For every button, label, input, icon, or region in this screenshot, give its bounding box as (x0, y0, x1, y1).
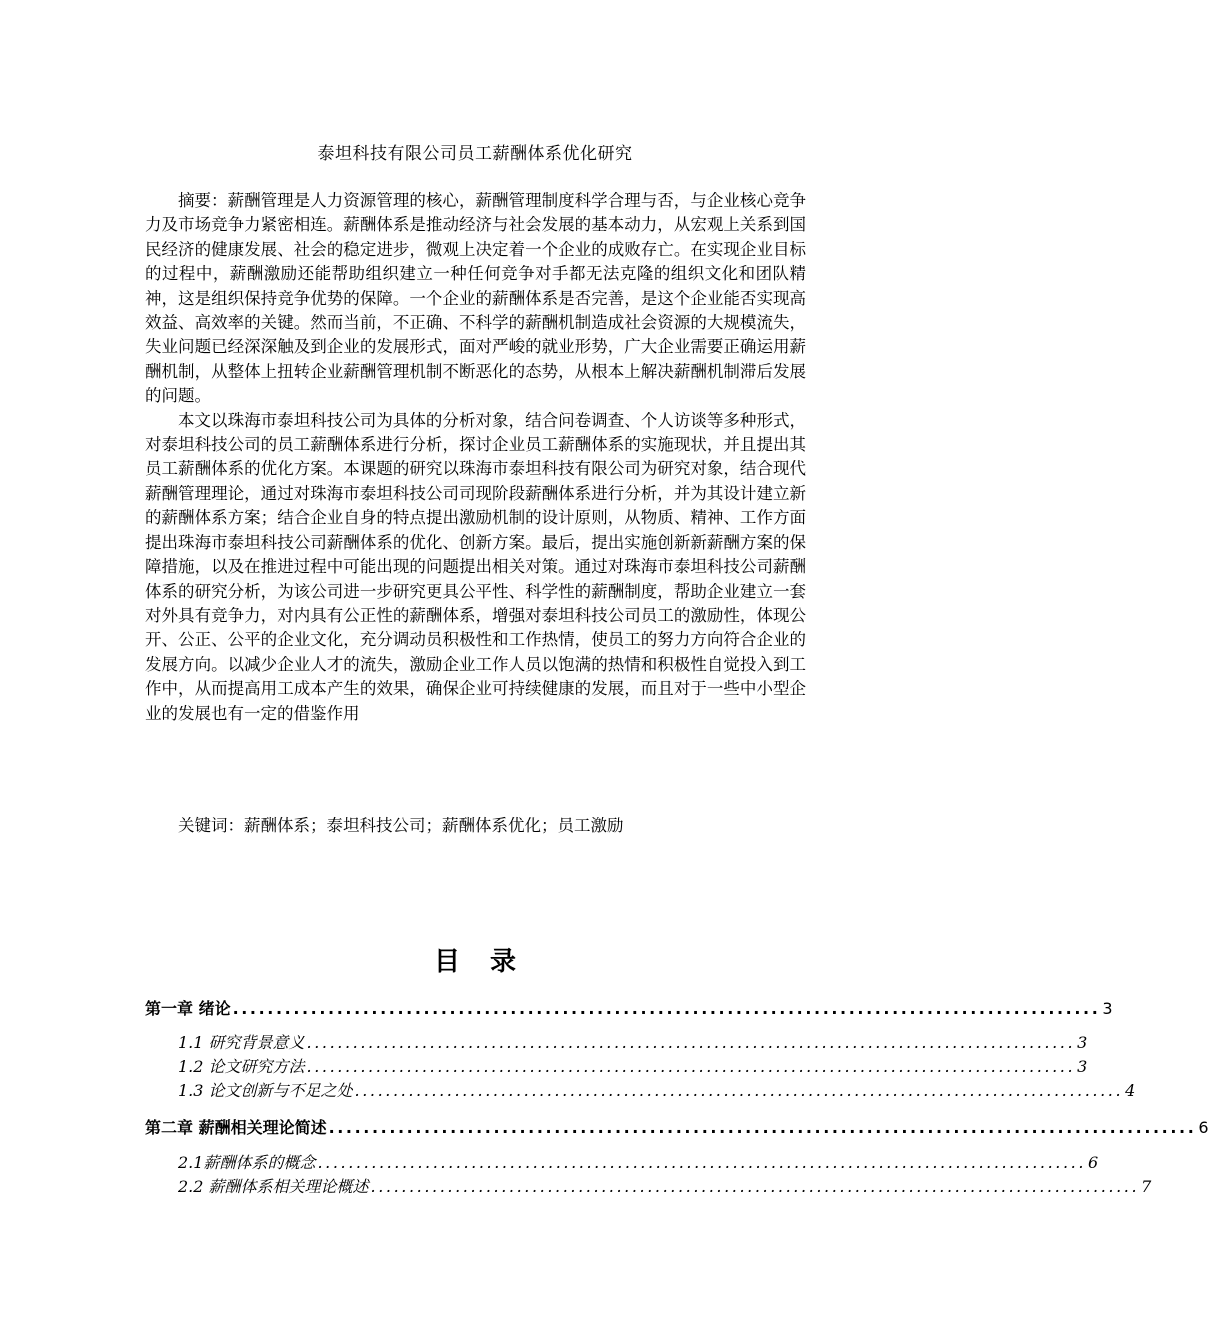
toc-entry-label: 1.2 论文研究方法 (178, 1057, 305, 1076)
toc-entry-section-1-2[interactable] (178, 1055, 1088, 1079)
document-title: 泰坦科技有限公司员工薪酬体系优化研究 (317, 144, 633, 164)
keywords: 关键词：薪酬体系；泰坦科技公司；薪酬体系优化；员工激励 (178, 816, 624, 835)
toc-entry-page: 7 (1141, 1177, 1152, 1196)
toc-dot-leader: .................................................................................................... (328, 1118, 1197, 1137)
toc-dot-leader: .................................................................................................... (232, 999, 1101, 1018)
toc-entry-label: 1.1 研究背景意义 (178, 1033, 305, 1052)
toc-entry-section-2-2[interactable] (178, 1175, 1152, 1199)
toc-entry-section-2-1[interactable] (178, 1151, 1099, 1175)
toc-title: 目录 (433, 947, 546, 977)
toc-entry-page: 3 (1077, 1057, 1088, 1076)
toc-entry-label: 2.2 薪酬体系相关理论概述 (178, 1177, 369, 1196)
toc-dot-leader: .................................................................................................... (317, 1153, 1087, 1172)
abstract-section (145, 189, 806, 726)
toc-entry-page: 4 (1125, 1081, 1136, 1100)
toc-entry-page: 3 (1077, 1033, 1088, 1052)
toc-dot-leader: .................................................................................................... (306, 1057, 1076, 1076)
toc-entry-section-1-3[interactable] (178, 1079, 1136, 1103)
toc-entry-chapter-1[interactable] (145, 997, 1113, 1021)
abstract-paragraph-2: 本文以珠海市泰坦科技公司为具体的分析对象，结合问卷调查、个人访谈等多种形式，对泰坦科技公司的员工薪酬体系进行分析，探讨企业员工薪酬体系的实施现状，并且提出其员工薪酬体系的优化方案。本课题的研究以珠海市泰坦科技有限公司为研究对象，结合现代薪酬管理理论，通过对珠海市泰坦科技公司司现阶段薪酬体系进行分析，并为其设计建立新的薪酬体系方案；结合企业自身的特点提出激励机制的设计原则，从物质、精神、工作方面提出珠海市泰坦科技公司薪酬体系的优化、创新方案。最后，提出实施创新新薪酬方案的保障措施，以及在推进过程中可能出现的问题提出相关对策。通过对珠海市泰坦科技公司薪酬体系的研究分析，为该公司进一步研究更具公平性、科学性的薪酬制度，帮助企业建立一套对外具有竞争力，对内具有公正性的薪酬体系，增强对泰坦科技公司员工的激励性，体现公开、公正、公平的企业文化，充分调动员积极性和工作热情，使员工的努力方向符合企业的发展方向。以减少企业人才的流失，激励企业工作人员以饱满的热情和积极性自觉投入到工作中，从而提高用工成本产生的效果，确保企业可持续健康的发展，而且对于一些中小型企业的发展也有一定的借鉴作用 (145, 410, 806, 723)
toc-dot-leader: .................................................................................................... (354, 1081, 1124, 1100)
toc-entry-page: 3 (1102, 999, 1113, 1018)
abstract-paragraph-1: 摘要：薪酬管理是人力资源管理的核心，薪酬管理制度科学合理与否，与企业核心竞争力及市场竞争力紧密相连。薪酬体系是推动经济与社会发展的基本动力，从宏观上关系到国民经济的健康发展、社会的稳定进步，微观上决定着一个企业的成败存亡。在实现企业目标的过程中，薪酬激励还能帮助组织建立一种任何竞争对手都无法克隆的组织文化和团队精神，这是组织保持竞争优势的保障。一个企业的薪酬体系是否完善，是这个企业能否实现高效益、高效率的关键。然而当前，不正确、不科学的薪酬机制造成社会资源的大规模流失，失业问题已经深深触及到企业的发展形式，面对严峻的就业形势，广大企业需要正确运用薪酬机制，从整体上扭转企业薪酬管理机制不断恶化的态势，从根本上解决薪酬机制滞后发展的问题。 (145, 191, 806, 406)
toc-dot-leader: .................................................................................................... (306, 1033, 1076, 1052)
toc-entry-section-1-1[interactable] (178, 1031, 1088, 1055)
toc-dot-leader: .................................................................................................... (370, 1177, 1140, 1196)
toc-entry-label: 2.1薪酬体系的概念 (178, 1153, 316, 1172)
toc-entry-page: 6 (1088, 1153, 1099, 1172)
toc-entry-label: 1.3 论文创新与不足之处 (178, 1081, 353, 1100)
toc-entry-chapter-2[interactable] (145, 1116, 1209, 1140)
toc-entry-label: 第一章 绪论 (145, 999, 231, 1018)
toc-entry-label: 第二章 薪酬相关理论简述 (145, 1118, 327, 1137)
toc-entry-page: 6 (1198, 1118, 1209, 1137)
